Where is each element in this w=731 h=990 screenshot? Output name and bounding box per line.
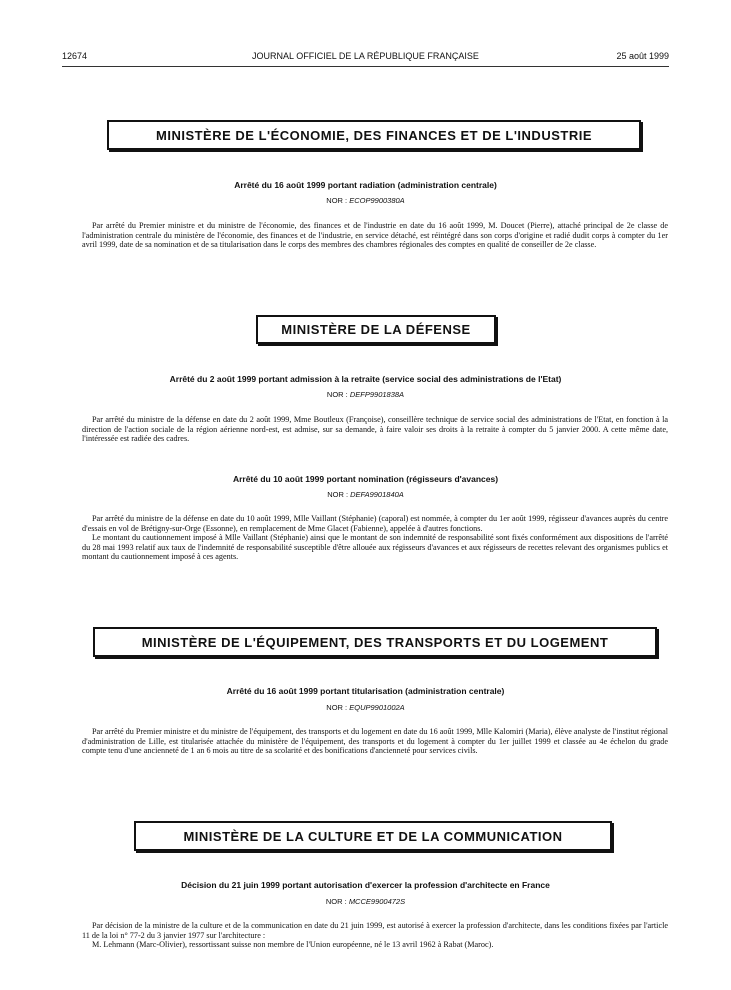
nor-reference (62, 196, 669, 205)
nor-reference (62, 703, 669, 712)
act-body (82, 415, 668, 444)
nor-code: DEFP9901838A (349, 390, 405, 399)
nor-reference (62, 897, 669, 906)
nor-code: MCCE9900472S (348, 897, 406, 906)
nor-code: ECOP9900380A (349, 196, 405, 205)
ministry-heading-defense: MINISTÈRE DE LA DÉFENSE (256, 315, 496, 344)
page-header (62, 48, 669, 64)
header-divider (62, 66, 669, 67)
paragraph: Par arrêté du Premier ministre et du ministre de l'équipement, des transports et du logement en date du 16 août 1999, Mlle Kalomiri (Maria), élève analyste de l'institut régional d'administration de Lille, est titularisée attachée du ministère de l'équipement, des transports et du logement à compter du 1er juillet 1999 et classée au 4e échelon du grade compte tenu d'une ancienneté de 1 an 6 mois au titre de sa scolarité et des bonifications d'ancienneté pour services civils. (82, 727, 668, 756)
paragraph: Par arrêté du ministre de la défense en date du 2 août 1999, Mme Boutleux (Françoise), conseillère technique de service social des administrations de l'Etat, en fonction à la direction de l'action sociale de la région aérienne nord-est, est admise, sur sa demande, à faire valoir ses droits à la retraite à compter du 5 janvier 2000. A cette même date, l'intéressée est radiée des cadres. (82, 415, 668, 444)
paragraph: Par décision de la ministre de la culture et de la communication en date du 21 juin 1999, est autorisé à exercer la profession d'architecte, dans les conditions fixées par l'article 11 de la loi n° 77-2 du 3 janvier 1977 sur l'architecture : (82, 921, 668, 940)
act-body (82, 221, 668, 250)
paragraph: Par arrêté du Premier ministre et du ministre de l'économie, des finances et de l'industrie en date du 16 août 1999, M. Doucet (Pierre), attaché principal de 2e classe de l'administration centrale du ministère de l'économie, des finances et de l'industrie, en service détaché, est réintégré dans son corps d'origine et radié dudit corps à compter du 1er avril 1999, date de sa nomination et de sa titularisation dans le corps des membres des chambres régionales des comptes en qualité de conseiller de 2e classe. (82, 221, 668, 250)
journal-title: JOURNAL OFFICIEL DE LA RÉPUBLIQUE FRANÇAISE (252, 51, 479, 61)
act-title: Arrêté du 16 août 1999 portant titularisation (administration centrale) (226, 686, 505, 696)
act-body (82, 921, 668, 950)
nor-label: NOR : (327, 490, 349, 499)
act-title: Décision du 21 juin 1999 portant autorisation d'exercer la profession d'architecte en France (181, 880, 550, 890)
issue-date: 25 août 1999 (616, 51, 669, 61)
paragraph: M. Lehmann (Marc-Olivier), ressortissant suisse non membre de l'Union européenne, né le 13 avril 1962 à Rabat (Maroc). (92, 940, 494, 950)
page-number: 12674 (62, 51, 88, 61)
nor-label: NOR : (326, 703, 348, 712)
nor-label: NOR : (325, 897, 347, 906)
ministry-heading-economie: MINISTÈRE DE L'ÉCONOMIE, DES FINANCES ET DE L'INDUSTRIE (107, 120, 641, 150)
paragraph: Par arrêté du ministre de la défense en date du 10 août 1999, Mlle Vaillant (Stéphanie) (caporal) est nommée, à compter du 1er août 1999, régisseur d'avances auprès du centre d'essais en vol de Brétigny-sur-Orge (Essonne), en remplacement de Mme Glacet (Fabienne), appelée à d'autres fonctions. (82, 514, 668, 533)
act-title: Arrêté du 16 août 1999 portant radiation (administration centrale) (234, 180, 497, 190)
nor-code: EQUP9901002A (349, 703, 405, 712)
nor-label: NOR : (326, 196, 348, 205)
paragraph: Le montant du cautionnement imposé à Mlle Vaillant (Stéphanie) ainsi que le montant de son indemnité de responsabilité sont fixés conformément aux dispositions de l'arrêté du 28 mai 1993 relatif aux taux de l'indemnité de responsabilité susceptible d'être allouée aux régisseurs d'avances et aux régisseurs de recettes relevant des organismes publics et montant du cautionnement imposé à ces agents. (82, 533, 668, 562)
act-title: Arrêté du 10 août 1999 portant nomination (régisseurs d'avances) (232, 474, 499, 484)
act-body (82, 514, 668, 562)
act-body (82, 727, 668, 756)
act-title: Arrêté du 2 août 1999 portant admission à la retraite (service social des administrations de l'Etat) (169, 374, 562, 384)
nor-reference (62, 390, 669, 399)
ministry-heading-equipement: MINISTÈRE DE L'ÉQUIPEMENT, DES TRANSPORTS ET DU LOGEMENT (93, 627, 657, 657)
ministry-heading-culture: MINISTÈRE DE LA CULTURE ET DE LA COMMUNICATION (134, 821, 612, 851)
nor-reference (62, 490, 669, 499)
nor-code: DEFA9901840A (350, 490, 404, 499)
nor-label: NOR : (326, 390, 348, 399)
